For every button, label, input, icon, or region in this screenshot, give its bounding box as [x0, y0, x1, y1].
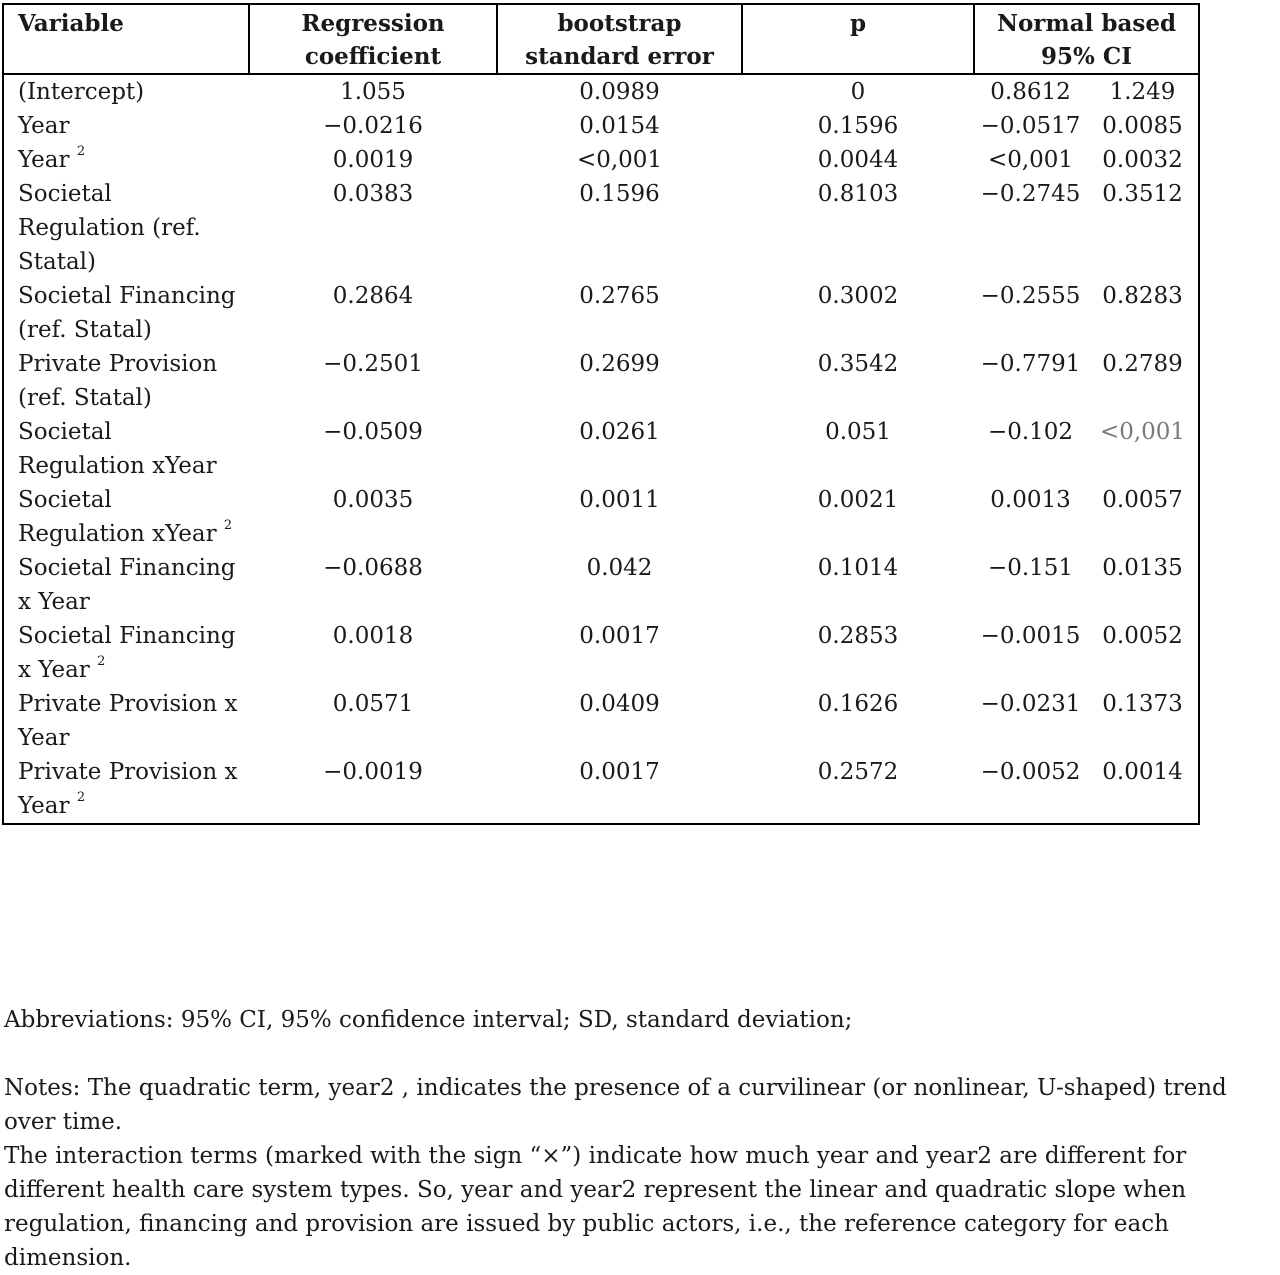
cell-regression-coefficient: −0.0216: [323, 113, 423, 139]
variable-name: Societal Financing (ref. Statal): [18, 283, 236, 343]
variable-name: Societal Regulation xYear: [18, 419, 217, 479]
cell-standard-error: 0.0017: [579, 623, 660, 649]
table-row: [3, 177, 1199, 279]
cell-ci-upper: <0,001: [1099, 419, 1186, 445]
table-row: [3, 755, 1199, 824]
cell-standard-error: 0.0017: [579, 759, 660, 785]
superscript-exponent: 2: [76, 144, 86, 159]
cell-p-value: 0.051: [825, 419, 891, 445]
cell-p-value: 0.1014: [817, 555, 899, 581]
cell-p-value: 0.8103: [817, 181, 899, 207]
cell-p-value: 0.0021: [817, 487, 899, 513]
cell-regression-coefficient: 0.0383: [332, 181, 414, 207]
cell-regression-coefficient: 1.055: [340, 79, 406, 105]
superscript-exponent: 2: [223, 518, 233, 533]
variable-name: Private Provision x Year: [18, 759, 238, 819]
header-bootstrap-standard-error: bootstrap standard error: [497, 4, 742, 74]
table-header: [3, 4, 1199, 74]
cell-regression-coefficient: −0.0019: [323, 759, 423, 785]
table-row: [3, 483, 1199, 551]
cell-p-value: 0.2572: [817, 759, 899, 785]
variable-name: Societal Financing x Year: [18, 623, 236, 683]
variable-name: (Intercept): [18, 79, 145, 105]
cell-variable: [3, 483, 249, 551]
cell-regression-coefficient: 0.0019: [332, 147, 414, 173]
cell-regression-coefficient: −0.2501: [323, 351, 423, 377]
cell-ci-upper: 0.0032: [1102, 147, 1183, 173]
cell-ci-upper: 0.1373: [1102, 691, 1183, 717]
cell-ci-upper: 1.249: [1109, 79, 1176, 105]
table-row: [3, 551, 1199, 619]
cell-variable: [3, 415, 249, 483]
cell-standard-error: 0.2699: [579, 351, 660, 377]
cell-regression-coefficient: 0.0018: [332, 623, 414, 649]
cell-variable: [3, 177, 249, 279]
notes-paragraph-quadratic: Notes: The quadratic term, year2 , indicates the presence of a curvilinear (or nonlinear, U-shaped) trend over time.: [4, 1075, 1227, 1135]
table-row: [3, 279, 1199, 347]
header-confidence-interval: Normal based 95% CI: [974, 4, 1199, 74]
variable-name: Private Provision x Year: [18, 691, 238, 751]
table-row: [3, 415, 1199, 483]
cell-p-value: 0.0044: [817, 147, 899, 173]
cell-standard-error: 0.0154: [579, 113, 660, 139]
cell-standard-error: <0,001: [576, 147, 663, 173]
cell-standard-error: 0.0989: [579, 79, 660, 105]
table-row: [3, 687, 1199, 755]
header-regression-coefficient: Regression coefficient: [249, 4, 497, 74]
variable-name: Private Provision (ref. Statal): [18, 351, 218, 411]
abbreviations-note: Abbreviations: 95% CI, 95% confidence interval; SD, standard deviation;: [4, 1007, 853, 1033]
cell-p-value: 0.3542: [817, 351, 899, 377]
cell-standard-error: 0.0261: [579, 419, 660, 445]
cell-ci-upper: 0.0135: [1102, 555, 1183, 581]
cell-p-value: 0.3002: [817, 283, 899, 309]
cell-regression-coefficient: 0.2864: [332, 283, 414, 309]
cell-standard-error: 0.0011: [579, 487, 660, 513]
cell-ci-lower: <0,001: [987, 147, 1074, 173]
cell-ci-upper: 0.0014: [1102, 759, 1183, 785]
cell-p-value: 0.2853: [817, 623, 899, 649]
cell-standard-error: 0.042: [586, 555, 653, 581]
cell-ci-lower: −0.7791: [980, 351, 1081, 377]
cell-ci-upper: 0.3512: [1102, 181, 1183, 207]
cell-regression-coefficient: −0.0509: [323, 419, 423, 445]
table-row: [3, 109, 1199, 143]
cell-variable: [3, 279, 249, 347]
cell-standard-error: 0.0409: [579, 691, 660, 717]
cell-variable: [3, 109, 249, 143]
cell-ci-upper: 0.0057: [1102, 487, 1183, 513]
regression-table: [2, 3, 1200, 825]
cell-ci-lower: −0.0015: [980, 623, 1081, 649]
table-row: [3, 619, 1199, 687]
variable-name: Societal Financing x Year: [18, 555, 236, 615]
cell-variable: [3, 143, 249, 177]
cell-regression-coefficient: 0.0571: [332, 691, 414, 717]
cell-ci-upper: 0.2789: [1102, 351, 1183, 377]
cell-ci-lower: −0.2745: [980, 181, 1081, 207]
cell-regression-coefficient: 0.0035: [332, 487, 414, 513]
cell-ci-lower: −0.0231: [980, 691, 1081, 717]
cell-ci-lower: −0.151: [987, 555, 1074, 581]
cell-ci-lower: −0.2555: [980, 283, 1081, 309]
cell-p-value: 0.1626: [817, 691, 899, 717]
cell-variable: [3, 74, 249, 109]
table-body: [3, 74, 1199, 824]
cell-ci-lower: −0.0052: [980, 759, 1081, 785]
cell-variable: [3, 619, 249, 687]
cell-regression-coefficient: −0.0688: [323, 555, 423, 581]
cell-standard-error: 0.2765: [579, 283, 660, 309]
cell-p-value: 0: [850, 79, 866, 105]
cell-variable: [3, 687, 249, 755]
notes-paragraph-interaction: The interaction terms (marked with the sign “×”) indicate how much year and year2 are different for different health care system types. So, year and year2 represent the linear and quadratic slope when regulation, financing and provision are issued by public actors, i.e., the reference category for each dimension.: [4, 1143, 1187, 1271]
cell-standard-error: 0.1596: [579, 181, 660, 207]
cell-ci-upper: 0.0085: [1102, 113, 1183, 139]
header-p-value: p: [742, 4, 974, 74]
variable-name: Societal Regulation xYear: [18, 487, 224, 547]
cell-variable: [3, 755, 249, 824]
notes-block: [4, 1071, 1280, 1275]
cell-variable: [3, 347, 249, 415]
table-row: [3, 347, 1199, 415]
variable-name: Year: [18, 147, 77, 173]
cell-variable: [3, 551, 249, 619]
cell-ci-lower: −0.0517: [980, 113, 1081, 139]
superscript-exponent: 2: [97, 654, 106, 669]
variable-name: Year: [18, 113, 70, 139]
cell-ci-upper: 0.8283: [1102, 283, 1183, 309]
header-variable: Variable: [3, 4, 249, 74]
table-row: [3, 143, 1199, 177]
cell-ci-lower: 0.0013: [990, 487, 1071, 513]
table-row: [3, 74, 1199, 109]
cell-p-value: 0.1596: [817, 113, 899, 139]
variable-name: Societal Regulation (ref. Statal): [18, 181, 201, 275]
cell-ci-lower: 0.8612: [990, 79, 1071, 105]
cell-ci-lower: −0.102: [987, 419, 1074, 445]
cell-ci-upper: 0.0052: [1102, 623, 1183, 649]
superscript-exponent: 2: [76, 790, 86, 805]
